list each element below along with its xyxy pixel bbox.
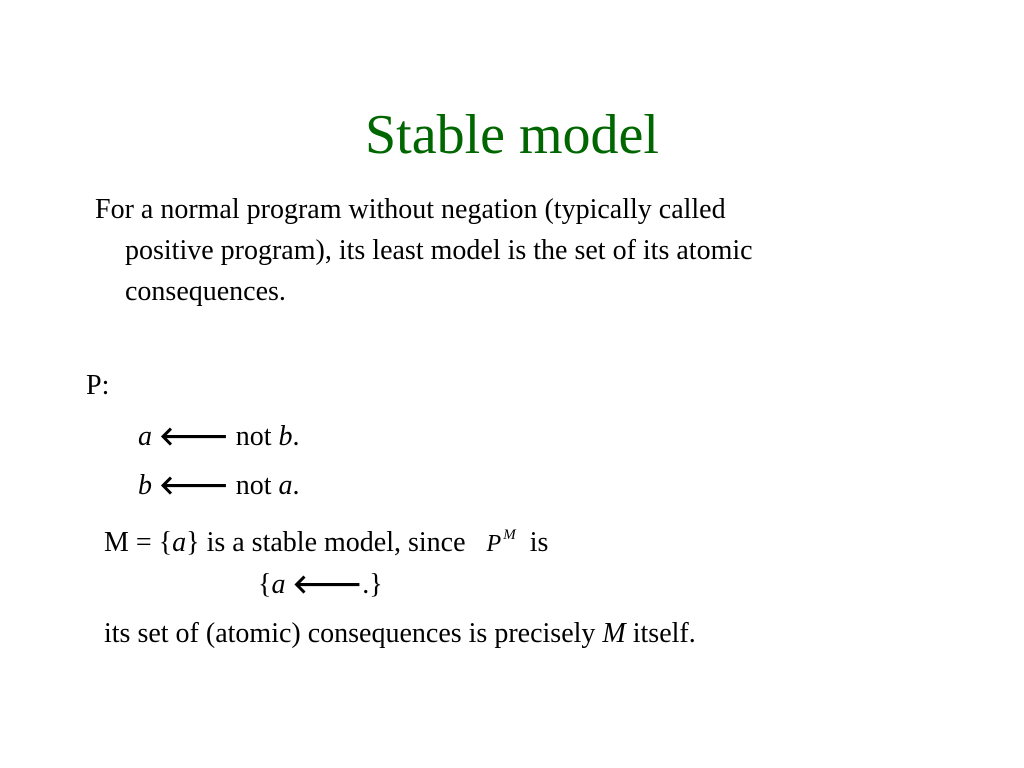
intro-line-3: consequences. [125, 276, 286, 307]
conclusion-line [104, 616, 696, 652]
left-arrow-icon: 🡐 [159, 422, 229, 452]
slide-title: Stable model [365, 104, 659, 166]
reduct-formula [486, 527, 516, 557]
rule-2-body: a [278, 470, 293, 501]
rule-1-period: . [292, 421, 300, 452]
rule-2 [138, 468, 300, 504]
left-arrow-icon: 🡐 [159, 471, 229, 501]
model-suffix: is [529, 527, 549, 558]
rule-1-not: not [235, 421, 272, 452]
model-line [104, 517, 548, 562]
conclusion-suffix: itself. [632, 618, 696, 649]
model-middle: } is a stable model, since [186, 527, 466, 558]
reduct-superscript: M [503, 527, 516, 543]
reduct-close: .} [362, 569, 383, 600]
program-label: P: [86, 370, 110, 401]
conclusion-prefix: its set of (atomic) consequences is precisely [104, 618, 596, 649]
rule-2-head: b [138, 470, 152, 501]
conclusion-model: M [602, 618, 626, 649]
reduct-line [258, 567, 383, 603]
rule-1-head: a [138, 421, 152, 452]
intro-line-1: For a normal program without negation (typically called [95, 194, 726, 225]
reduct-open: { [258, 569, 272, 600]
model-prefix: M = { [104, 527, 173, 558]
rule-2-not: not [235, 470, 272, 501]
intro-paragraph [95, 189, 915, 312]
left-arrow-icon: 🡐 [292, 570, 363, 600]
intro-line-2: positive program), its least model is the set of its atomic [125, 235, 753, 266]
rule-1-body: b [278, 421, 293, 452]
rule-1 [138, 419, 300, 455]
reduct-atom: a [271, 569, 286, 600]
rule-2-period: . [292, 470, 300, 501]
model-atom: a [172, 527, 187, 558]
reduct-base: P [486, 531, 502, 557]
